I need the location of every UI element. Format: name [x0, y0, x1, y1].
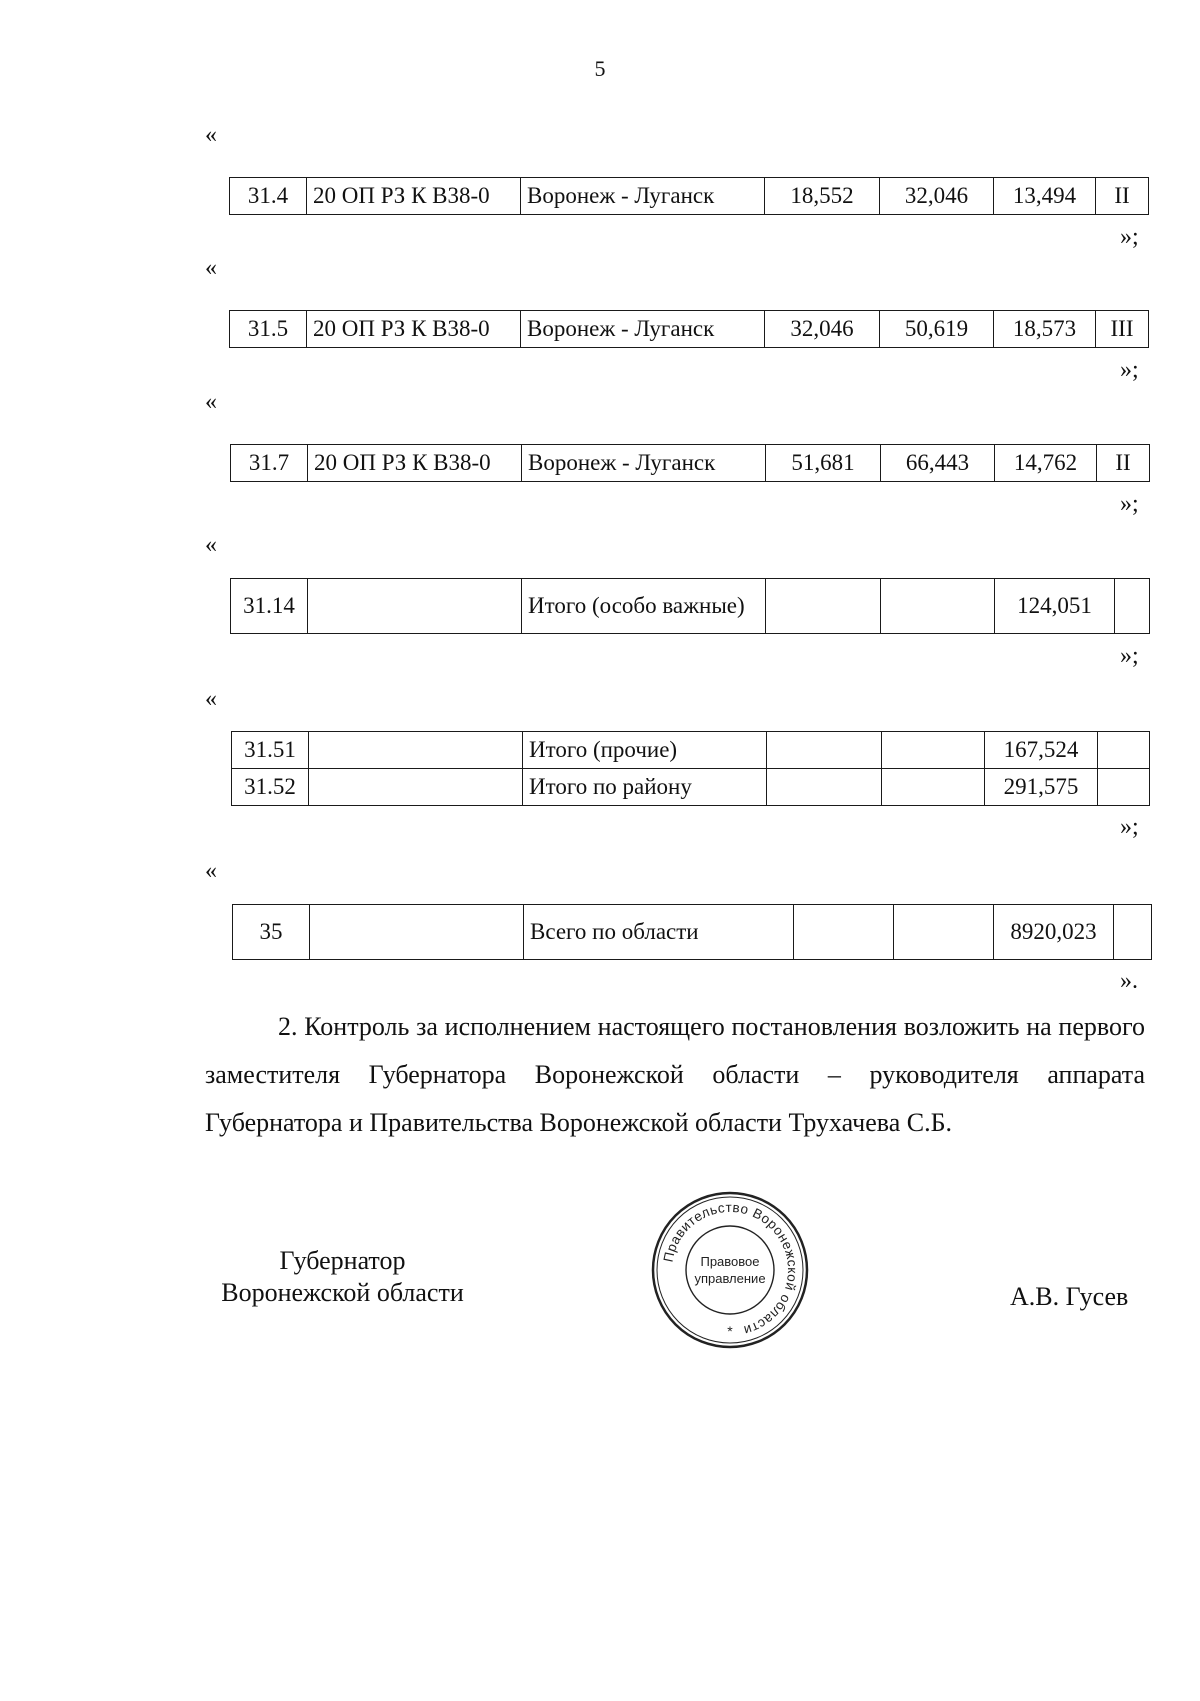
cell-category [1098, 769, 1150, 806]
cell-end-km: 32,046 [880, 178, 994, 215]
cell-road-code: 20 ОП РЗ К В38-0 [307, 311, 521, 348]
cell-start-km [766, 579, 881, 634]
table-row [233, 905, 1152, 960]
cell-length: 13,494 [994, 178, 1096, 215]
table-row [230, 311, 1149, 348]
cell-category: II [1097, 445, 1150, 482]
signatory-title [205, 1245, 480, 1309]
cell-end-km: 66,443 [881, 445, 995, 482]
table-road-31-7 [230, 444, 1150, 482]
opening-quote: « [205, 255, 217, 281]
closing-quote-final: ». [1120, 968, 1138, 994]
cell-number: 31.52 [232, 769, 309, 806]
table-road-31-4 [229, 177, 1149, 215]
cell-number: 35 [233, 905, 310, 960]
page-number: 5 [594, 56, 606, 81]
cell-length: 8920,023 [994, 905, 1114, 960]
table-row [232, 732, 1150, 769]
signatory-title-line2: Воронежской области [221, 1278, 464, 1307]
cell-number: 31.14 [231, 579, 308, 634]
cell-road-code [309, 732, 523, 769]
cell-road-code: 20 ОП РЗ К В38-0 [307, 178, 521, 215]
opening-quote: « [205, 122, 217, 148]
cell-number: 31.5 [230, 311, 307, 348]
closing-quote: »; [1120, 491, 1139, 517]
cell-road-code [310, 905, 524, 960]
cell-start-km [767, 732, 882, 769]
svg-text:Правительство Воронежской обла [661, 1200, 801, 1338]
cell-start-km: 18,552 [765, 178, 880, 215]
cell-category: III [1096, 311, 1149, 348]
resolution-paragraph: 2. Контроль за исполнением настоящего постановления возложить на первого заместителя Губернатора Воронежской области – руководителя аппарата Губернатора и Правительства Воронежской области Трухачева С.Б. [205, 1012, 1145, 1137]
opening-quote: « [205, 686, 217, 712]
cell-end-km: 50,619 [880, 311, 994, 348]
cell-road-name: Воронеж - Луганск [521, 311, 765, 348]
cell-end-km [894, 905, 994, 960]
cell-road-name: Воронеж - Луганск [521, 178, 765, 215]
cell-number: 31.4 [230, 178, 307, 215]
closing-quote: »; [1120, 357, 1139, 383]
table-totals-district [231, 731, 1150, 806]
cell-road-name: Всего по области [524, 905, 794, 960]
stamp-star: * [727, 1323, 733, 1339]
cell-end-km [882, 769, 985, 806]
table-row [230, 178, 1149, 215]
table-row [231, 579, 1150, 634]
opening-quote: « [205, 532, 217, 558]
cell-length: 291,575 [985, 769, 1098, 806]
table-row [232, 769, 1150, 806]
official-stamp [650, 1190, 810, 1350]
cell-road-code [309, 769, 523, 806]
signatory-title-line1: Губернатор [279, 1246, 406, 1275]
opening-quote: « [205, 389, 217, 415]
closing-quote: »; [1120, 814, 1139, 840]
cell-length: 14,762 [995, 445, 1097, 482]
closing-quote: »; [1120, 224, 1139, 250]
cell-road-code [308, 579, 522, 634]
cell-road-name: Итого (особо важные) [522, 579, 766, 634]
stamp-inner-ring [657, 1197, 803, 1343]
cell-start-km: 32,046 [765, 311, 880, 348]
cell-length: 167,524 [985, 732, 1098, 769]
cell-road-name: Итого (прочие) [523, 732, 767, 769]
cell-category [1115, 579, 1150, 634]
stamp-center-line1: Правовое [700, 1254, 760, 1269]
cell-end-km [881, 579, 995, 634]
cell-number: 31.7 [231, 445, 308, 482]
cell-start-km: 51,681 [766, 445, 881, 482]
table-row [231, 445, 1150, 482]
cell-end-km [882, 732, 985, 769]
cell-road-name: Воронеж - Луганск [522, 445, 766, 482]
cell-start-km [767, 769, 882, 806]
cell-road-code: 20 ОП РЗ К В38-0 [308, 445, 522, 482]
opening-quote: « [205, 858, 217, 884]
cell-start-km [794, 905, 894, 960]
stamp-center-ring [686, 1226, 774, 1314]
cell-category [1114, 905, 1152, 960]
table-road-31-5 [229, 310, 1149, 348]
cell-road-name: Итого по району [523, 769, 767, 806]
cell-number: 31.51 [232, 732, 309, 769]
cell-length: 124,051 [995, 579, 1115, 634]
stamp-ring-text: Правительство Воронежской области [660, 1199, 801, 1339]
closing-quote: »; [1120, 643, 1139, 669]
cell-length: 18,573 [994, 311, 1096, 348]
table-total-important [230, 578, 1150, 634]
table-total-region [232, 904, 1152, 960]
cell-category: II [1096, 178, 1149, 215]
signatory-name: А.В. Гусев [1010, 1282, 1129, 1311]
cell-category [1098, 732, 1150, 769]
stamp-center-line2: управление [694, 1271, 766, 1286]
